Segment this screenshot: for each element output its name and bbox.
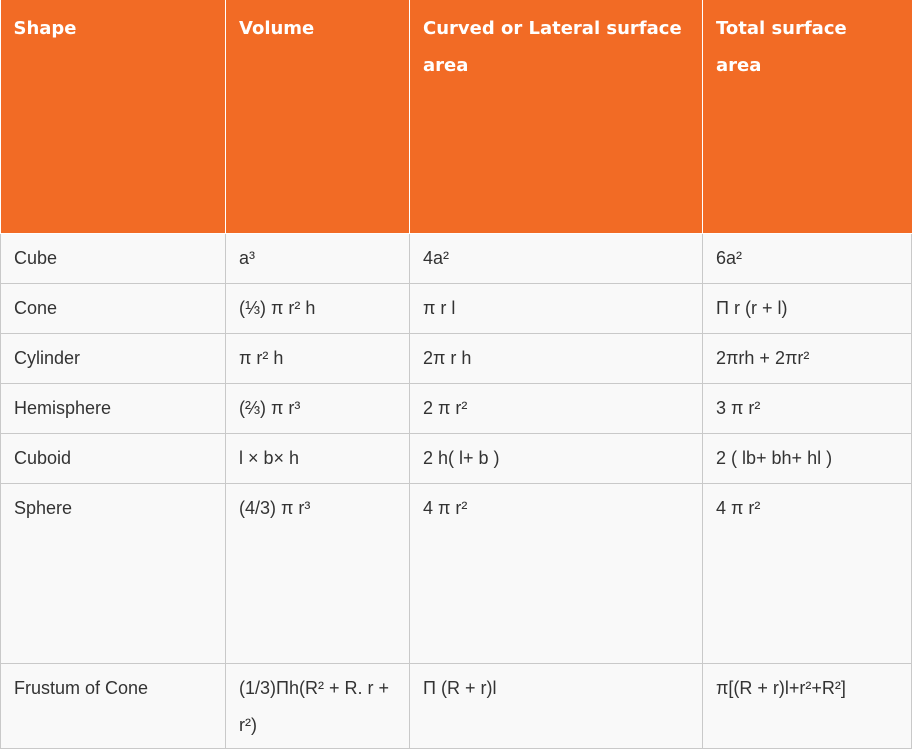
cell-lateral-area: 2 π r² [410,383,703,433]
header-volume: Volume [226,0,410,233]
cell-shape: Hemisphere [1,383,226,433]
cell-lateral-area: 4a² [410,233,703,283]
cell-shape: Cone [1,283,226,333]
cell-lateral-area: π r l [410,283,703,333]
cell-total-area: Π r (r + l) [703,283,912,333]
header-total-area: Total surface area [703,0,912,233]
cell-total-area: 6a² [703,233,912,283]
cell-lateral-area: 4 π r² [410,483,703,663]
cell-volume: (4/3) π r³ [226,483,410,663]
cell-volume: π r² h [226,333,410,383]
cell-total-area: π[(R + r)l+r²+R²] [703,663,912,748]
cell-volume: (⅓) π r² h [226,283,410,333]
cell-lateral-area: 2π r h [410,333,703,383]
cell-shape: Cube [1,233,226,283]
cell-volume: (1/3)Πh(R² + R. r + r²) [226,663,410,748]
cell-lateral-area: Π (R + r)l [410,663,703,748]
cell-volume: (⅔) π r³ [226,383,410,433]
table-row [1,483,912,663]
cell-lateral-area: 2 h( l+ b ) [410,433,703,483]
cell-shape: Cuboid [1,433,226,483]
table-row [1,283,912,333]
cell-volume: l × b× h [226,433,410,483]
cell-shape: Cylinder [1,333,226,383]
cell-total-area: 4 π r² [703,483,912,663]
cell-volume: a³ [226,233,410,283]
header-shape: Shape [1,0,226,233]
cell-total-area: 2πrh + 2πr² [703,333,912,383]
header-lateral-area: Curved or Lateral surface area [410,0,703,233]
header-row [1,0,912,233]
table-row [1,333,912,383]
cell-shape: Sphere [1,483,226,663]
cell-total-area: 3 π r² [703,383,912,433]
table-row [1,233,912,283]
table-row [1,663,912,748]
cell-shape: Frustum of Cone [1,663,226,748]
table-row [1,433,912,483]
cell-total-area: 2 ( lb+ bh+ hl ) [703,433,912,483]
table-row [1,383,912,433]
